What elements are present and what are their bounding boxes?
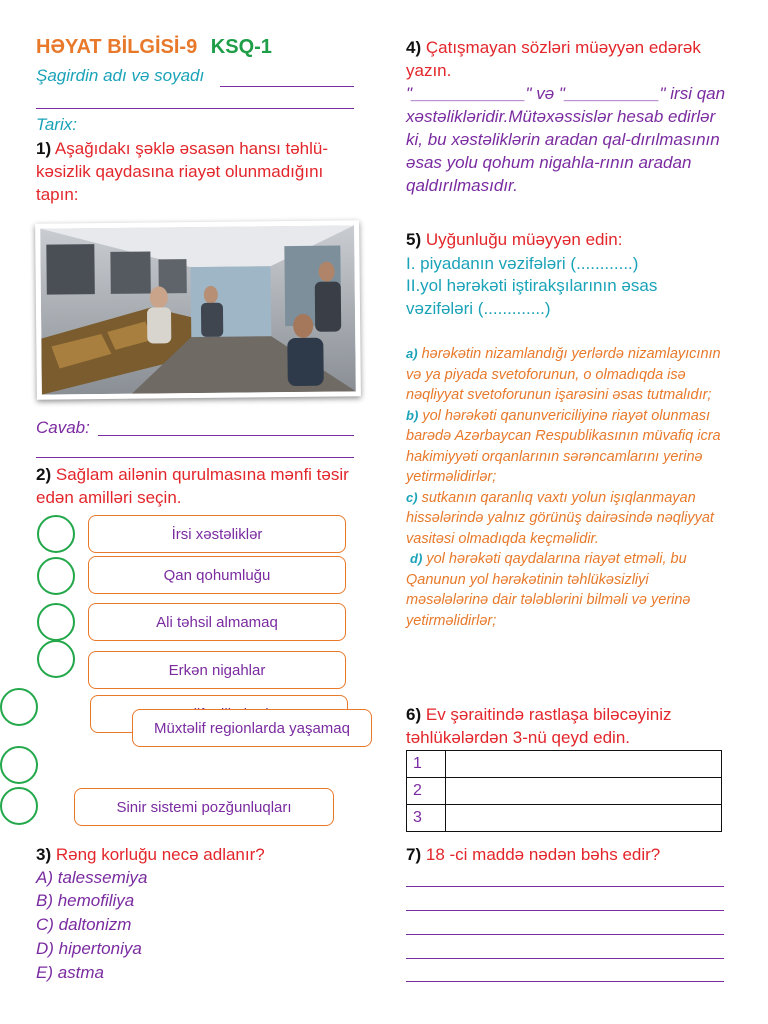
q5-options <box>406 344 734 631</box>
q5-option-b-letter: b) <box>406 407 419 423</box>
student-name-line-2[interactable] <box>36 108 354 109</box>
q2-option-3[interactable]: Ali təhsil almamaq <box>88 603 346 641</box>
q2-text <box>36 463 356 509</box>
q5-text <box>406 228 622 251</box>
q2-option-6[interactable]: Müxtəlif regionlarda yaşamaq <box>132 709 372 747</box>
q2-option-4[interactable]: Erkən nigahlar <box>88 651 346 689</box>
q5-option-c-letter: c) <box>406 489 418 505</box>
q1-question: Aşağıdakı şəklə əsasən hansı təhlü-kəsizlik qaydasına riayət olunmadığını tapın: <box>36 139 329 204</box>
q7-text <box>406 843 660 866</box>
q6-row-3 <box>407 805 722 832</box>
student-name-label: Şagirdin adı və soyadı <box>36 66 205 85</box>
q7-number: 7) <box>406 845 422 864</box>
q3-choice-e[interactable]: E) astma <box>36 963 105 982</box>
q5-option-b <box>406 406 734 488</box>
q6-row-number-1: 1 <box>407 751 446 778</box>
q2-option-1[interactable]: İrsi xəstəliklər <box>88 515 346 553</box>
q3-choice-c[interactable]: C) daltonizm <box>36 915 132 934</box>
q2-circle-2[interactable] <box>37 557 75 595</box>
q7-answer-line-3[interactable] <box>406 934 724 935</box>
q3-number: 3) <box>36 845 52 864</box>
q3-choice-d[interactable]: D) hipertoniya <box>36 939 142 958</box>
q5-option-d <box>406 549 734 631</box>
q5-option-a-letter: a) <box>406 346 418 361</box>
q6-row-1 <box>407 751 722 778</box>
title-text: HƏYAT BİLGİSİ-9 <box>36 36 198 58</box>
q7-answer-line-5[interactable] <box>406 981 724 982</box>
q6-row-number-3: 3 <box>407 805 446 832</box>
q5-number: 5) <box>406 230 422 249</box>
q7-question: 18 -ci maddə nədən bəhs edir? <box>425 845 661 864</box>
worksheet-title <box>36 36 272 59</box>
q4-text <box>406 36 734 82</box>
q7-answer-line-2[interactable] <box>406 910 724 911</box>
q5-option-c <box>406 488 734 550</box>
q1-answer-label: Cavab: <box>36 418 90 437</box>
metro-interior-image <box>40 225 356 394</box>
q6-answer-cell-2[interactable] <box>446 778 722 805</box>
q2-question: Sağlam ailənin qurulmasına mənfi təsir edən amilləri seçin. <box>36 465 349 507</box>
q5-option-d-letter: d) <box>410 551 423 566</box>
q3-text <box>36 843 265 866</box>
q1-answer-line-2[interactable] <box>36 457 354 458</box>
q5-option-d-text: yol hərəkəti qaydalarına riayət etməli, bu Qanunun yol hərəkətinin təhlükəsizliyi məsələlərinə dair tələblərini bilməli və yerinə yetirməlidirlər; <box>406 551 691 629</box>
q2-number: 2) <box>36 465 52 484</box>
q4-body: "____________" və "__________" irsi qan xəstəlikləridir.Mütəxəssislər hesab edirlər ki, bu xəstəliklərin aradan qal-dırılmasının əsas yolu qohum nigahla-rının aradan qaldırılmasıdır. <box>406 84 726 195</box>
q2-option-2[interactable]: Qan qohumluğu <box>88 556 346 594</box>
q1-text <box>36 137 358 206</box>
title-code: KSQ-1 <box>210 36 272 58</box>
q6-row-number-2: 2 <box>407 778 446 805</box>
q2-circle-6[interactable] <box>0 746 38 784</box>
q5-item-1: I. piyadanın vəzifələri (............) <box>406 254 639 273</box>
q7-answer-line-4[interactable] <box>406 958 724 959</box>
q5-option-b-text: yol hərəkəti qanunvericiliyinə riayət olunması barədə Azərbaycan Respublikasının müvafiq icra hakimiyyəti orqanlarının sərəncamlarını yerinə yetirməlidirlər; <box>406 407 721 485</box>
q1-answer-line[interactable] <box>98 435 354 436</box>
q6-row-2 <box>407 778 722 805</box>
q2-circle-5[interactable] <box>0 688 38 726</box>
q3-choice-b[interactable]: B) hemofiliya <box>36 891 135 910</box>
q5-option-a <box>406 344 734 406</box>
q6-text <box>406 703 732 749</box>
q7-answer-line-1[interactable] <box>406 886 724 887</box>
q6-answer-table <box>406 750 722 832</box>
q3-choice-a[interactable]: A) talessemiya <box>36 868 148 887</box>
q2-circle-4[interactable] <box>37 640 75 678</box>
q3-question: Rəng korluğu necə adlanır? <box>55 845 265 864</box>
q2-option-7[interactable]: Sinir sistemi pozğunluqları <box>74 788 334 826</box>
q5-option-a-text: hərəkətin nizamlandığı yerlərdə nizamlayıcının və ya piyada svetoforunun, o olmadıqda isə nəqliyyat svetoforunun işarəsini əsas tutmalıdır; <box>406 346 721 403</box>
q5-item-2: II.yol hərəkəti iştirakşılarının əsas vəzifələri (.............) <box>406 276 658 318</box>
q5-option-c-text: sutkanın qaranlıq vaxtı yolun işıqlanmayan hissələrində yalnız görünüş dairəsində nəqliyyat vasitəsi olmadıqda keçməlidir. <box>406 489 714 547</box>
q5-question: Uyğunluğu müəyyən edin: <box>425 230 623 249</box>
q6-number: 6) <box>406 705 422 724</box>
student-name-line[interactable] <box>220 86 354 87</box>
q2-circle-7[interactable] <box>0 787 38 825</box>
date-label: Tarix: <box>36 115 77 134</box>
q4-question: Çatışmayan sözləri müəyyən edərək yazın. <box>406 38 701 80</box>
q6-answer-cell-1[interactable] <box>446 751 722 778</box>
q4-number: 4) <box>406 38 422 57</box>
q6-question: Ev şəraitində rastlaşa biləcəyiniz təhlükələrdən 3-nü qeyd edin. <box>406 705 672 747</box>
q2-circle-3[interactable] <box>37 603 75 641</box>
q6-answer-cell-3[interactable] <box>446 805 722 832</box>
q1-number: 1) <box>36 139 52 158</box>
metro-train-photo <box>35 220 361 399</box>
q2-circle-1[interactable] <box>37 515 75 553</box>
